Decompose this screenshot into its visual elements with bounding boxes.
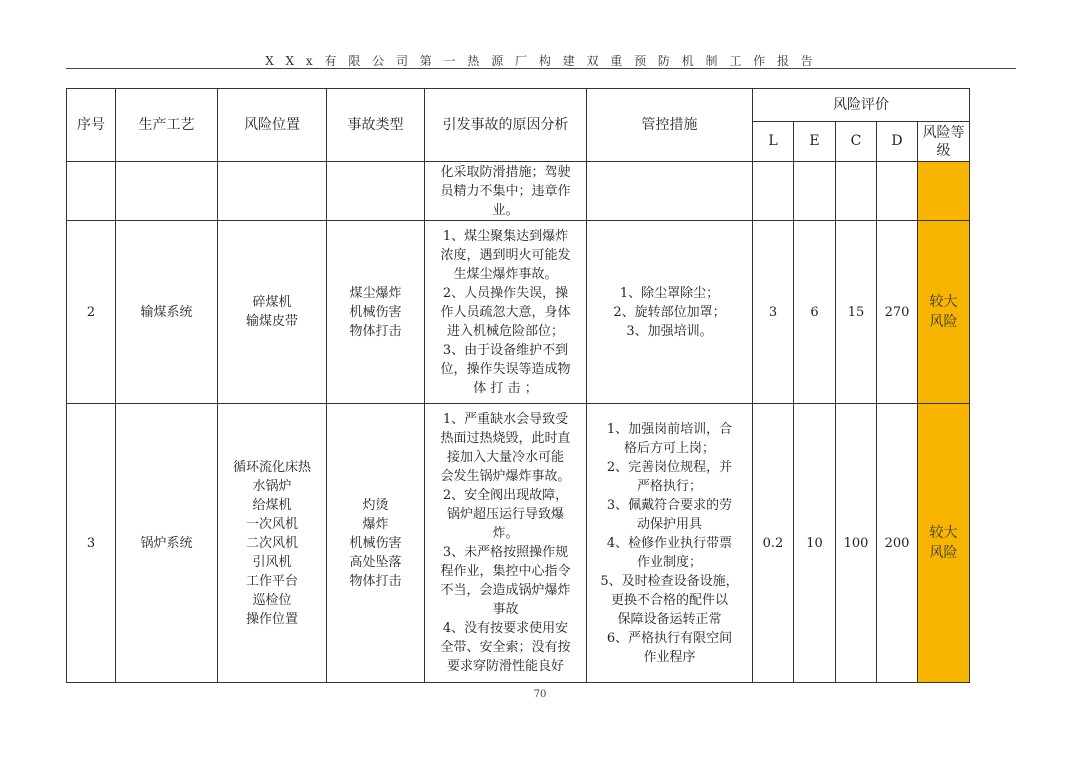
row-cause: 1、严重缺水会导致受 热面过热烧毁，此时直 接加入大量冷水可能 会发生锅炉爆炸事故。 2、安全阀出现故障， 锅炉超压运行导致爆 炸。 3、未严格按照操作规 程作业，集控中心指令 不当，会造成锅炉爆炸 事故 4、没有按要求使用安 全带、安全索；没有按 要求穿防滑性能良好 (425, 404, 587, 683)
row-C: 100 (836, 404, 877, 683)
row-L: 0.2 (753, 404, 794, 683)
table-row (67, 162, 970, 221)
row-risk-level: 较大风险 (918, 221, 970, 404)
header-L: L (753, 122, 794, 162)
header-C: C (836, 122, 877, 162)
row-process: 锅炉系统 (116, 404, 218, 683)
row-seq: 3 (67, 404, 116, 683)
row-location: 循环流化床热 水锅炉 给煤机 一次风机 二次风机 引风机 工作平台 巡检位 操作位置 (218, 404, 327, 683)
row-D: 200 (877, 404, 918, 683)
header-process: 生产工艺 (116, 89, 218, 162)
row-cause: 化采取防滑措施；驾驶 员精力不集中；违章作 业。 (425, 162, 587, 221)
row-control: 1、除尘罩除尘； 2、旋转部位加罩； 3、加强培训。 (587, 221, 753, 404)
header-location: 风险位置 (218, 89, 327, 162)
row-accident (327, 162, 425, 221)
row-E (794, 162, 836, 221)
row-control: 1、加强岗前培训，合 格后方可上岗； 2、完善岗位规程，并 严格执行； 3、佩戴符合要求的劳 动保护用具 4、检修作业执行带票 作业制度； 5、及时检查设备设施， 更换不合格的配件以 保障设备运转正常 6、严格执行有限空间 作业程序 (587, 404, 753, 683)
row-C (836, 162, 877, 221)
row-C: 15 (836, 221, 877, 404)
page-number: 70 (533, 689, 547, 700)
row-risk-level: 较大风险 (918, 404, 970, 683)
header-E: E (794, 122, 836, 162)
row-D: 270 (877, 221, 918, 404)
row-L (753, 162, 794, 221)
row-D (877, 162, 918, 221)
header-seq: 序号 (67, 89, 116, 162)
row-E: 10 (794, 404, 836, 683)
header-control-measures: 管控措施 (587, 89, 753, 162)
row-location (218, 162, 327, 221)
header-risk-level: 风险等级 (918, 122, 970, 162)
header-D: D (877, 122, 918, 162)
header-risk-evaluation: 风险评价 (753, 89, 970, 122)
row-seq (67, 162, 116, 221)
document-header: X X x 有 限 公 司 第 一 热 源 厂 构 建 双 重 预 防 机 制 工 作 报 告 (265, 54, 817, 68)
row-accident: 煤尘爆炸 机械伤害 物体打击 (327, 221, 425, 404)
row-process: 输煤系统 (116, 221, 218, 404)
row-process (116, 162, 218, 221)
risk-assessment-table (66, 88, 970, 683)
row-accident: 灼烫 爆炸 机械伤害 高处坠落 物体打击 (327, 404, 425, 683)
table-row (67, 221, 970, 404)
row-cause: 1、煤尘聚集达到爆炸 浓度，遇到明火可能发 生煤尘爆炸事故。 2、人员操作失误，操 作人员疏忽大意，身体 进入机械危险部位； 3、由于设备维护不到 位，操作失误等造成物 体 打 击 ； (425, 221, 587, 404)
row-location: 碎煤机 输煤皮带 (218, 221, 327, 404)
row-L: 3 (753, 221, 794, 404)
header-accident-type: 事故类型 (327, 89, 425, 162)
row-E: 6 (794, 221, 836, 404)
header-rule (66, 68, 1016, 69)
row-control (587, 162, 753, 221)
row-risk-level (918, 162, 970, 221)
header-cause-analysis: 引发事故的原因分析 (425, 89, 587, 162)
row-seq: 2 (67, 221, 116, 404)
table-row (67, 404, 970, 683)
